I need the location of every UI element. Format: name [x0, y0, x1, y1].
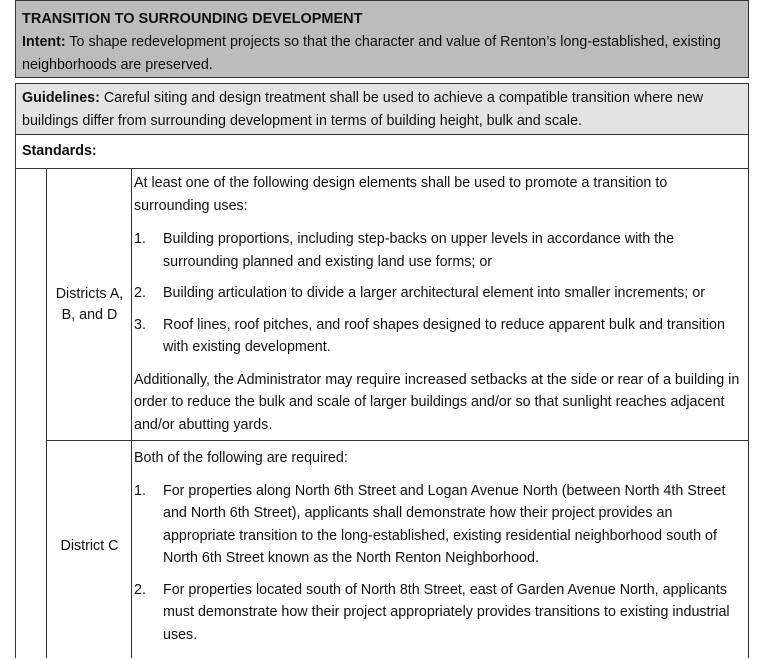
list-text: Building articulation to divide a larger architectural element into smaller increments; or — [163, 285, 705, 301]
cell-outro: Additionally, the Administrator may require increased setbacks at the side or rear of a building in order to reduce the bulk and scale of larger buildings and/or so that sunlight reaches adjacent and/or abutting yards. — [134, 371, 740, 433]
right-border — [748, 168, 749, 658]
standards-label: Standards: — [22, 143, 97, 159]
design-standards-table — [15, 0, 749, 660]
list-item — [134, 228, 746, 273]
list-number: 1. — [134, 482, 146, 499]
standards-cell-abd — [134, 172, 746, 436]
section-title: TRANSITION TO SURROUNDING DEVELOPMENT — [22, 11, 363, 27]
column-divider — [131, 168, 132, 658]
standards-cell-c — [134, 447, 746, 646]
list-item — [134, 282, 746, 305]
list-item — [134, 579, 746, 647]
intent-label: Intent: — [22, 34, 66, 50]
list-number: 2. — [134, 285, 146, 301]
cell-intro: At least one of the following design elements shall be used to promote a transition to surrounding uses: — [134, 175, 668, 214]
intent-paragraph — [22, 31, 742, 77]
list-item — [134, 314, 746, 359]
section-header — [15, 0, 749, 78]
guidelines-row — [15, 83, 749, 135]
district-label-c: District C — [60, 538, 119, 554]
list-item — [134, 480, 746, 570]
list-number: 3. — [134, 316, 146, 333]
row-divider — [47, 440, 749, 441]
list-text: For properties located south of North 8th Street, east of Garden Avenue North, applicants must demonstrate how their project appropriately provides transitions to existing industrial uses. — [163, 581, 730, 643]
list-number: 2. — [134, 581, 146, 598]
intent-text: To shape redevelopment projects so that the character and value of Renton’s long-established, existing neighborhoods are preserved. — [22, 34, 721, 73]
list-text: Roof lines, roof pitches, and roof shapes designed to reduce apparent bulk and transition with existing development. — [163, 316, 725, 355]
standards-row — [15, 134, 749, 169]
cell-intro: Both of the following are required: — [134, 450, 348, 466]
indent-column — [15, 168, 47, 658]
list-text: Building proportions, including step-backs on upper levels in accordance with the surrounding planned and existing land use forms; or — [163, 231, 675, 270]
guidelines-text: Careful siting and design treatment shall be used to achieve a compatible transition where new buildings differ from surrounding development in terms of building height, bulk and scale. — [22, 90, 704, 129]
list-number: 1. — [134, 231, 146, 247]
district-label-abd: Districts A, B, and D — [55, 286, 124, 323]
guidelines-label: Guidelines: — [22, 90, 100, 106]
list-text: For properties along North 6th Street and Logan Avenue North (between North 4th Street and North 6th Street), applicants shall demonstrate how their project provides an appropriate transition to the long-established, existing residential neighborhood south of North 6th Street known as the North Renton Neighborhood. — [163, 482, 726, 566]
